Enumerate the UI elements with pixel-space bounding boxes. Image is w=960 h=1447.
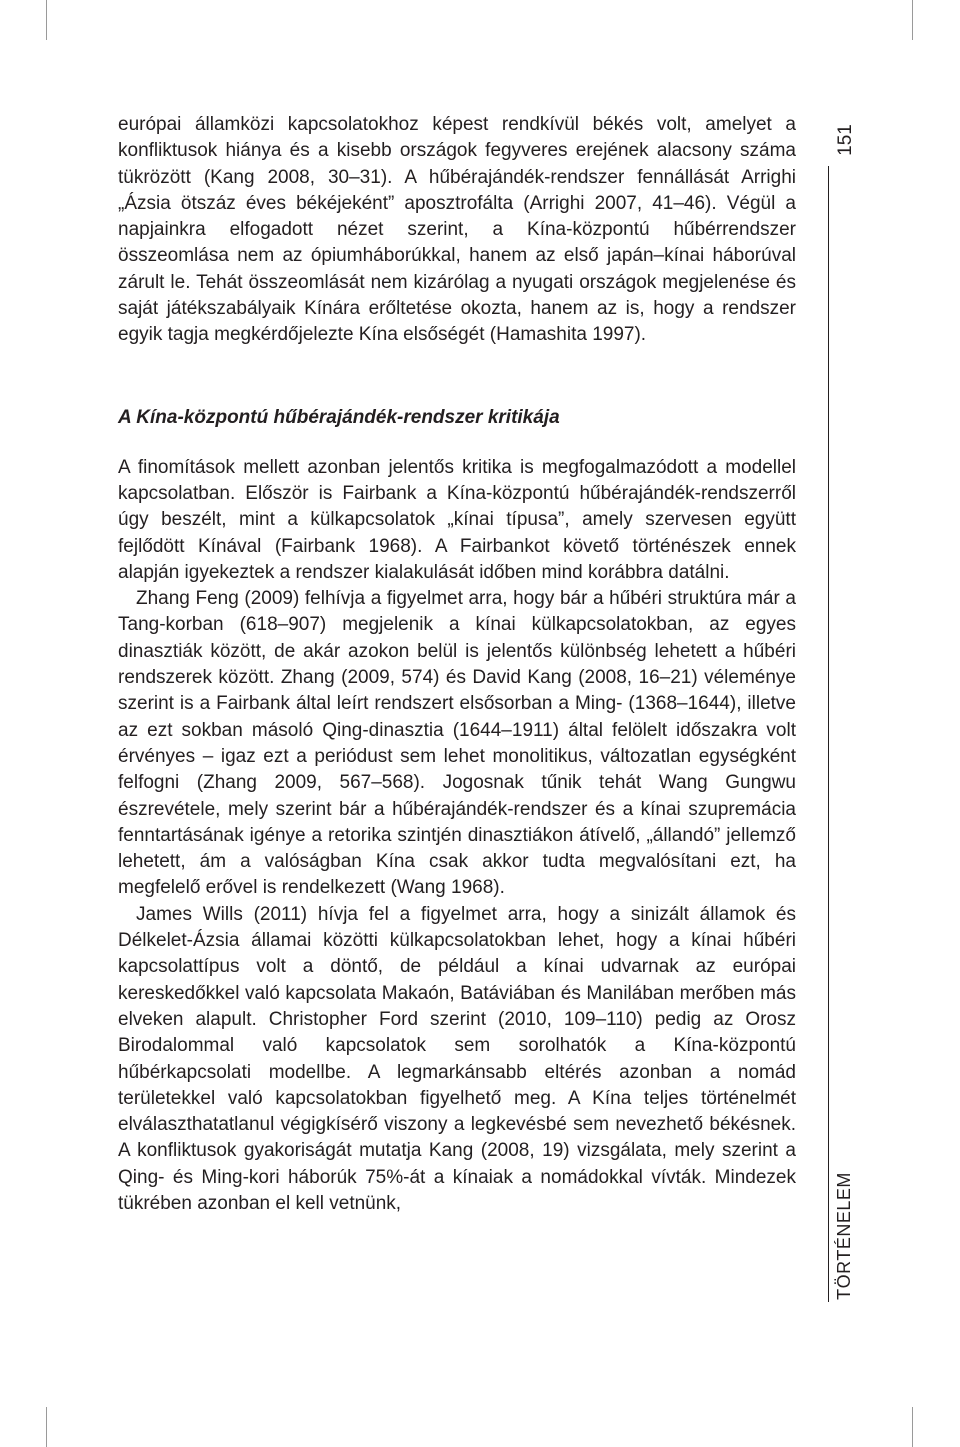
margin-rule [828,166,829,1302]
paragraph-3: Zhang Feng (2009) felhívja a figyelmet arra, hogy bár a hűbéri struktúra már a Tang-korban (618–907) megjelenik a kínai külkapcsolatokban, az egyes dinasztiák között, de akár azokon belül is jelentős különbség lehetett a hűbéri rendszerek között. Zhang (2009, 574) és David Kang (2008, 16–21) véleménye szerint is a Fairbank által leírt rendszert elsősorban a Ming- (1368–1644), illetve az ezt sokban másoló Qing-dinasztia (1644–1911) által felölelt időszakra volt érvényes – igaz ezt a periódust sem lehet monolitikus, változatlan egységként felfogni (Zhang 2009, 567–568). Jogosnak tűnik tehát Wang Gungwu észrevétele, mely szerint bár a hűbérajándék-rendszer és a kínai szupremácia fenntartásának igénye a retorika szintjén dinasztiákon átívelő, „állandó” jellemző lehetett, ám a valóságban Kína csak akkor tudta megvalósítani ezt, ha megfelelő erővel is rendelkezett (Wang 1968). [118,588,796,899]
crop-mark-top-right [912,0,913,40]
section-heading: A Kína-központú hűbérajándék-rendszer kritikája [118,406,560,428]
crop-mark-top-left [46,0,47,40]
section-label: TÖRTÉNELEM [833,1172,854,1300]
body-text [118,112,796,1217]
page-number: 151 [835,124,856,156]
paragraph-1: európai államközi kapcsolatokhoz képest rendkívül békés volt, amelyet a konfliktusok hiánya és a kisebb országok fegyveres erejének alacsony száma tükrözött (Kang 2008, 30–31). A hűbérajándék-rendszer fennállását Arrighi „Ázsia ötszáz éves békéjeként” aposztrofálta (Arrighi 2007, 41–46). Végül a napjainkra elfogadott nézet szerint, a Kína-központú hűbérrendszer összeomlása nem az ópiumháborúkkal, hanem az első japán–kínai háborúval zárult le. Tehát összeomlását nem kizárólag a nyugati országok megjelenése és saját játékszabályaik Kínára erőltetése okozta, hanem az is, hogy a rendszer egyik tagja megkérdőjelezte Kína elsőségét (Hamashita 1997). [118,114,796,346]
crop-mark-bottom-right [912,1407,913,1447]
crop-mark-bottom-left [46,1407,47,1447]
paragraph-4: James Wills (2011) hívja fel a figyelmet arra, hogy a sinizált államok és Délkelet-Ázsia államai közötti külkapcsolatokban lehet, hogy a kínai hűbéri kapcsolattípus volt a döntő, de például a kínai udvarnak az európai kereskedőkkel való kapcsolata Makaón, Batáviában és Manilában merőben más elveken alapult. Christopher Ford szerint (2010, 109–110) pedig az Orosz Birodalommal való kapcsolatok sem sorolhatók a Kína-központú hűbérkapcsolati modellbe. A legmarkánsabb eltérés azonban a nomád területekkel való kapcsolatokban figyelhető meg. A Kína teljes történelmét elválaszthatatlanul végigkísérő viszony a legkevésbé sem nevezhető békésnek. A konfliktusok gyakoriságát mutatja Kang (2008, 19) vizsgálata, mely szerint a Qing- és Ming-kori háborúk 75%-át a kínaiak a nomádokkal vívták. Mindezek tükrében azonban el kell vetnünk, [118,903,796,1214]
paragraph-2: A finomítások mellett azonban jelentős kritika is megfogalmazódott a modellel kapcsolatban. Először is Fairbank a Kína-központú hűbérajándék-rendszerről úgy beszélt, mint a külkapcsolatok „kínai típusa”, amely szervesen együtt fejlődött Kínával (Fairbank 1968). A Fairbankot követő történészek ennek alapján igyekeztek a rendszer kialakulását időben mind korábbra datálni. [118,456,796,583]
